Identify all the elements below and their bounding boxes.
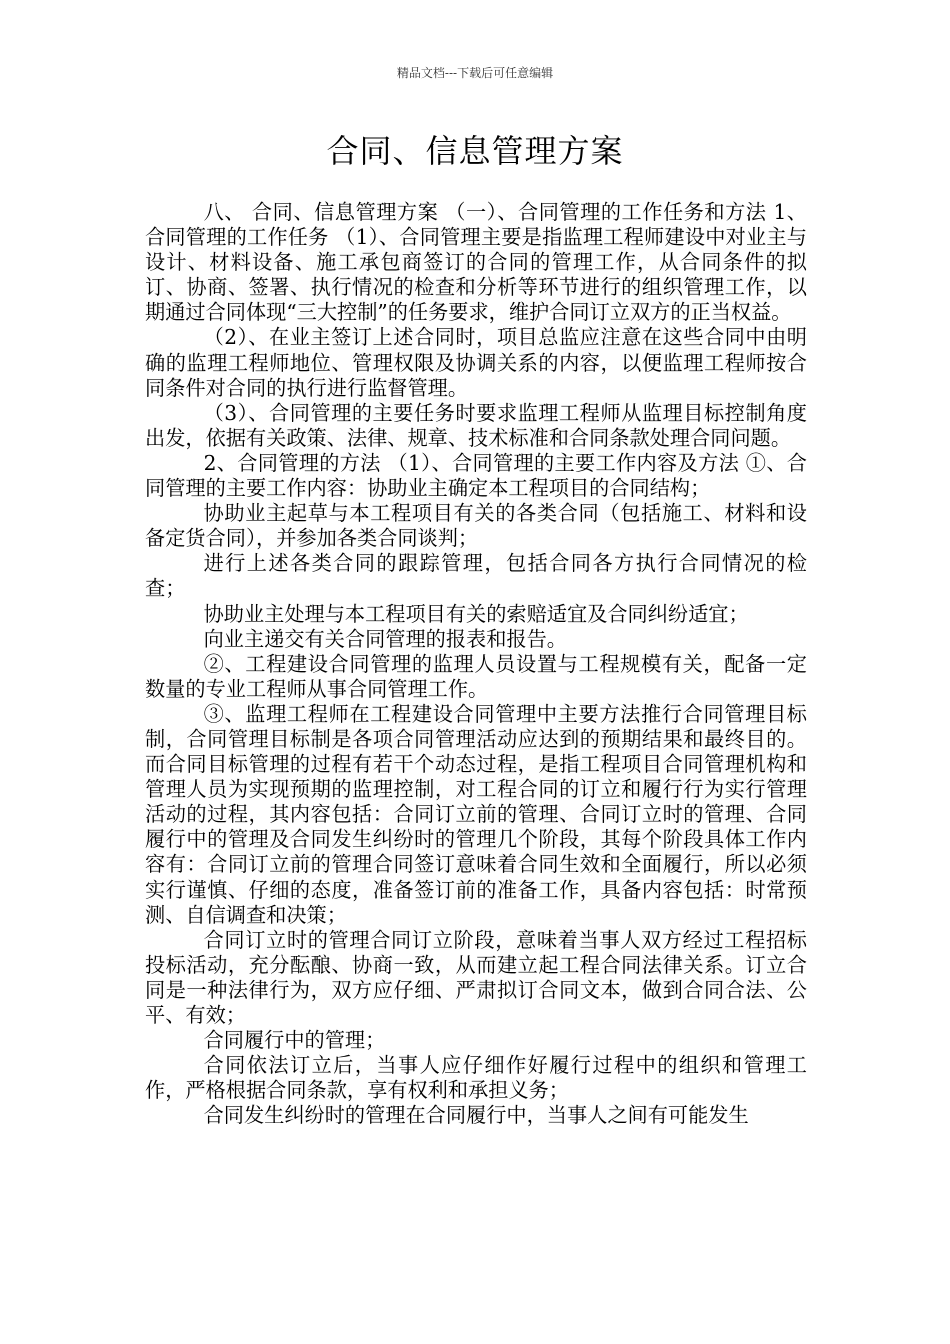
paragraph-performance: 合同依法订立后，当事人应仔细作好履行过程中的组织和管理工作，严格根据合同条款，享有权利和承担义务；: [145, 1053, 807, 1103]
paragraph-dispute-management: 合同发生纠纷时的管理在合同履行中，当事人之间有可能发生: [203, 1103, 749, 1128]
paragraph-claims-disputes: 协助业主处理与本工程项目有关的索赔适宜及合同纠纷适宜；: [203, 601, 749, 626]
paragraph-target-management: ③、监理工程师在工程建设合同管理中主要方法推行合同管理目标制，合同管理目标制是各项合同管理活动应达到的预期结果和最终目的。而合同目标管理的过程有若干个动态过程，是指工程项目合同管理机构和管理人员为实现预期的监理控制，对工程合同的订立和履行行为实行管理活动的过程，其内容包括：合同订立前的管理、合同订立时的管理、合同履行中的管理及合同发生纠纷时的管理几个阶段，其每个阶段具体工作内容有：合同订立前的管理合同签订意味着合同生效和全面履行，所以必须实行谨慎、仔细的态度，准备签订前的准备工作，具备内容包括：时常预测、自信调查和决策；: [145, 701, 807, 927]
document-body: [145, 200, 807, 1128]
document-title: 合同、信息管理方案: [326, 132, 624, 170]
paragraph-performance-heading: 合同履行中的管理；: [203, 1028, 386, 1053]
paragraph-draft-contracts: 协助业主起草与本工程项目有关的各类合同（包括施工、材料和设备定货合同），并参加各类合同谈判；: [145, 501, 807, 551]
paragraph-signing-stage: 合同订立时的管理合同订立阶段，意味着当事人双方经过工程招标投标活动，充分酝酿、协商一致，从而建立起工程合同法律关系。订立合同是一种法律行为，双方应仔细、严肃拟订合同文本，做到合同合法、公平、有效；: [145, 927, 807, 1027]
paragraph-contract-tasks: 八、 合同、信息管理方案 （一）、合同管理的工作任务和方法 1、合同管理的工作任务 （1）、合同管理主要是指监理工程师建设中对业主与设计、材料设备、施工承包商签订的合同的管理工作，从合同条件的拟订、协商、签署、执行情况的检查和分析等环节进行的组织管理工作，以期通过合同体现“三大控制”的任务要求，维护合同订立双方的正当权益。: [145, 200, 807, 325]
paragraph-tracking-management: 进行上述各类合同的跟踪管理，包括合同各方执行合同情况的检查；: [145, 551, 807, 601]
page-header: 精品文档---下载后可任意编辑: [396, 66, 554, 80]
paragraph-main-tasks: （3）、合同管理的主要任务时要求监理工程师从监理目标控制角度出发，依据有关政策、法律、规章、技术标准和合同条款处理合同问题。: [145, 400, 807, 450]
paragraph-owner-signing: （2）、在业主签订上述合同时，项目总监应注意在这些合同中由明确的监理工程师地位、管理权限及协调关系的内容，以便监理工程师按合同条件对合同的执行进行监督管理。: [145, 325, 807, 400]
paragraph-contract-methods: 2、合同管理的方法 （1）、合同管理的主要工作内容及方法 ①、合同管理的主要工作内容：协助业主确定本工程项目的合同结构；: [145, 450, 807, 501]
paragraph-reports: 向业主递交有关合同管理的报表和报告。: [203, 626, 567, 651]
paragraph-staffing: ②、工程建设合同管理的监理人员设置与工程规模有关，配备一定数量的专业工程师从事合同管理工作。: [145, 651, 807, 701]
